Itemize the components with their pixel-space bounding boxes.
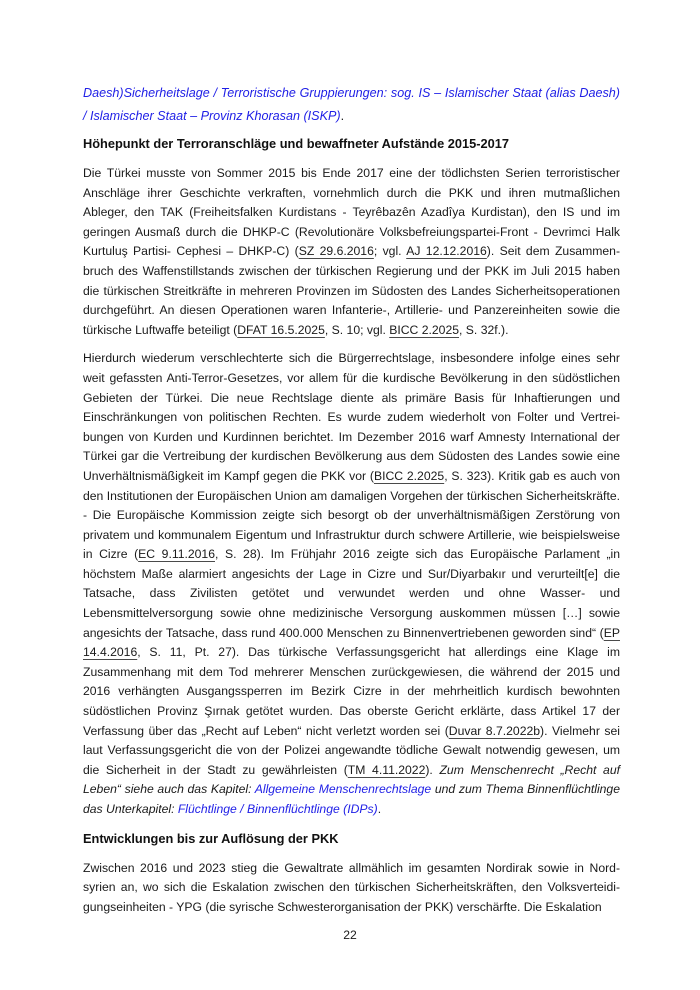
text-run: , S. 323). Kritik gab es auch von den Institutionen der Europäischen Union am damaligen Vorgehen der türkischen Sicherheitskräfte. - Die Europäische Kommission zeigte sich besorgt ob der unverhältnismäßigen Zerstörung von privatem und kommunalem Eigentum und Infrastruktur durch schwere Artillerie, wie beispielsweise in Cizre ( <box>83 468 621 562</box>
source-reference-link[interactable]: TM 4.11.2022 <box>347 762 426 777</box>
text-run: ; vgl. <box>373 244 407 259</box>
continued-chapter-reference-links <box>83 82 620 128</box>
text-run: ). <box>425 762 440 777</box>
page-number: 22 <box>343 928 357 942</box>
text-run: , S. 28). Im Frühjahr 2016 zeigte sich das Europäische Parlament „in höchstem Maße alarmiert angesichts der Lage in Cizre und Sur/Diyarbakır und verurteilt[e] die Tatsache, dass Zivilisten getötet und verwundet werden und ohne Wasser- und Lebensmittelversorgung sowie ohne medizinische Versorgung auskommen müssen […] sowie angesichts der Tatsache, dass rund 400.000 Menschen zu Binnenvertriebenen geworden sind“ ( <box>83 547 620 640</box>
section-heading-terror-peak: Höhepunkt der Terroranschläge und bewaffneter Aufstände 2015-2017 <box>83 136 509 151</box>
source-reference-link[interactable]: DFAT 16.5.2025 <box>237 322 325 337</box>
chapter-link[interactable]: Flüchtlinge / Binnenflüchtlinge (IDPs) <box>177 802 378 816</box>
source-reference-link[interactable]: Duvar 8.7.2022b <box>448 723 541 738</box>
text-run: . <box>340 109 345 123</box>
italic-text-run: Zum Menschenrecht „Recht auf Leben“ siehe auch das Kapitel: <box>83 762 620 797</box>
source-reference-link[interactable]: BICC 2.2025 <box>373 468 445 483</box>
source-reference-link[interactable]: EC 9.11.2016 <box>138 547 215 562</box>
text-run: , S. 11, Pt. 27). Das türkische Verfassungsgericht hat allerdings eine Klage im Zusammenhang mit dem Tod mehrerer Menschen zurückgewiesen, die während der 2015 und 2016 verhängten Ausgangssperren im Bezirk Cizre in der mehrheitlich kurdisch bewohnten südöstlichen Provinz Şırnak getötet wurden. Das oberste Gericht erklärte, dass Artikel 17 der Verfassung über das „Recht auf Leben“ nicht verletzt worden sei ( <box>83 645 620 738</box>
chapter-link[interactable]: Daesh)Sicherheitslage / Terroristische Gruppierungen: sog. IS – Islamischer Staat (alias Daesh) / Islamischer Staat – Provinz Khorasan (ISKP) <box>83 86 620 123</box>
text-run: Zwischen 2016 und 2023 stieg die Gewaltrate allmählich im gesamten Nordirak sowie in Nordsyrien an, wo sich die Eskalation zwischen den türkischen Sicherheitskräften, den Volksverteidigungseinheiten - YPG (die syrische Schwesterorganisation der PKK) verschärfte. Die Eskalation <box>83 860 620 914</box>
body-paragraph-1 <box>83 164 620 340</box>
text-run: Hierdurch wiederum verschlechterte sich die Bürgerrechtslage, insbesondere infolge eines sehr weit gefassten Anti-Terror-Gesetzes, vor allem für die kurdische Bevölkerung in den südöstlichen Gebieten der Türkei. Die neue Rechtslage diente als primäre Basis für Inhaftierungen und Einschränkungen von politischen Rechten. Es wurde zudem wiederholt von Folter und Vertreibungen von Kurden und Kurdinnen berichtet. Im Dezember 2016 warf Amnesty International der Türkei gar die Vertreibung der kurdischen Bevölkerung aus dem Südosten des Landes sowie eine Unverhältnismäßigkeit im Kampf gegen die PKK vor ( <box>83 351 620 483</box>
section-heading-pkk-dissolution: Entwicklungen bis zur Auflösung der PKK <box>83 830 339 846</box>
source-reference-link[interactable]: EP 14.4.2016 <box>83 625 620 660</box>
body-paragraph-3 <box>83 859 620 918</box>
italic-text-run: und zum Thema Binnenflüchtlinge das Unterkapitel: <box>83 782 620 816</box>
text-run: . <box>377 802 382 816</box>
body-paragraph-2 <box>83 349 620 819</box>
text-run: ). Vielmehr sei laut Verfassungsgericht die von der Polizei angewandte tödliche Gewalt notwendig gewesen, um die Sicherheit in der Stadt zu gewährleisten ( <box>83 723 620 777</box>
text-run: , S. 10; vgl. <box>324 322 390 337</box>
text-run: Die Türkei musste von Sommer 2015 bis Ende 2017 eine der tödlichsten Serien terroristischer Anschläge ihrer Geschichte verkraften, vornehmlich durch die PKK und ihren mutmaßlichen Ableger, den TAK (Freiheitsfalken Kurdistans - Teyrêbazên Azadîya Kurdistan), den IS und im geringen Ausmaß durch die DHKP-C (Revolutionäre Volksbefreiungspartei-Front - Devrimci Halk Kurtuluş Partisi- Cephesi – DHKP-C) ( <box>83 166 620 259</box>
chapter-link[interactable]: Allgemeine Menschenrechtslage <box>254 782 432 797</box>
text-run: , S. 32f.). <box>459 322 509 337</box>
source-reference-link[interactable]: SZ 29.6.2016 <box>298 244 374 259</box>
text-run: ). Seit dem Zusammenbruch des Waffenstillstands zwischen der türkischen Regierung und der PKK im Juli 2015 haben die türkischen Streitkräfte in mehreren Provinzen im Südosten des Landes Sicherheitsoperationen durchgeführt. An diesen Operationen waren Infanterie-, Artillerie- und Panzereinheiten sowie die türkische Luftwaffe beteiligt ( <box>83 244 621 337</box>
source-reference-link[interactable]: BICC 2.2025 <box>389 322 460 337</box>
source-reference-link[interactable]: AJ 12.12.2016 <box>406 244 487 259</box>
